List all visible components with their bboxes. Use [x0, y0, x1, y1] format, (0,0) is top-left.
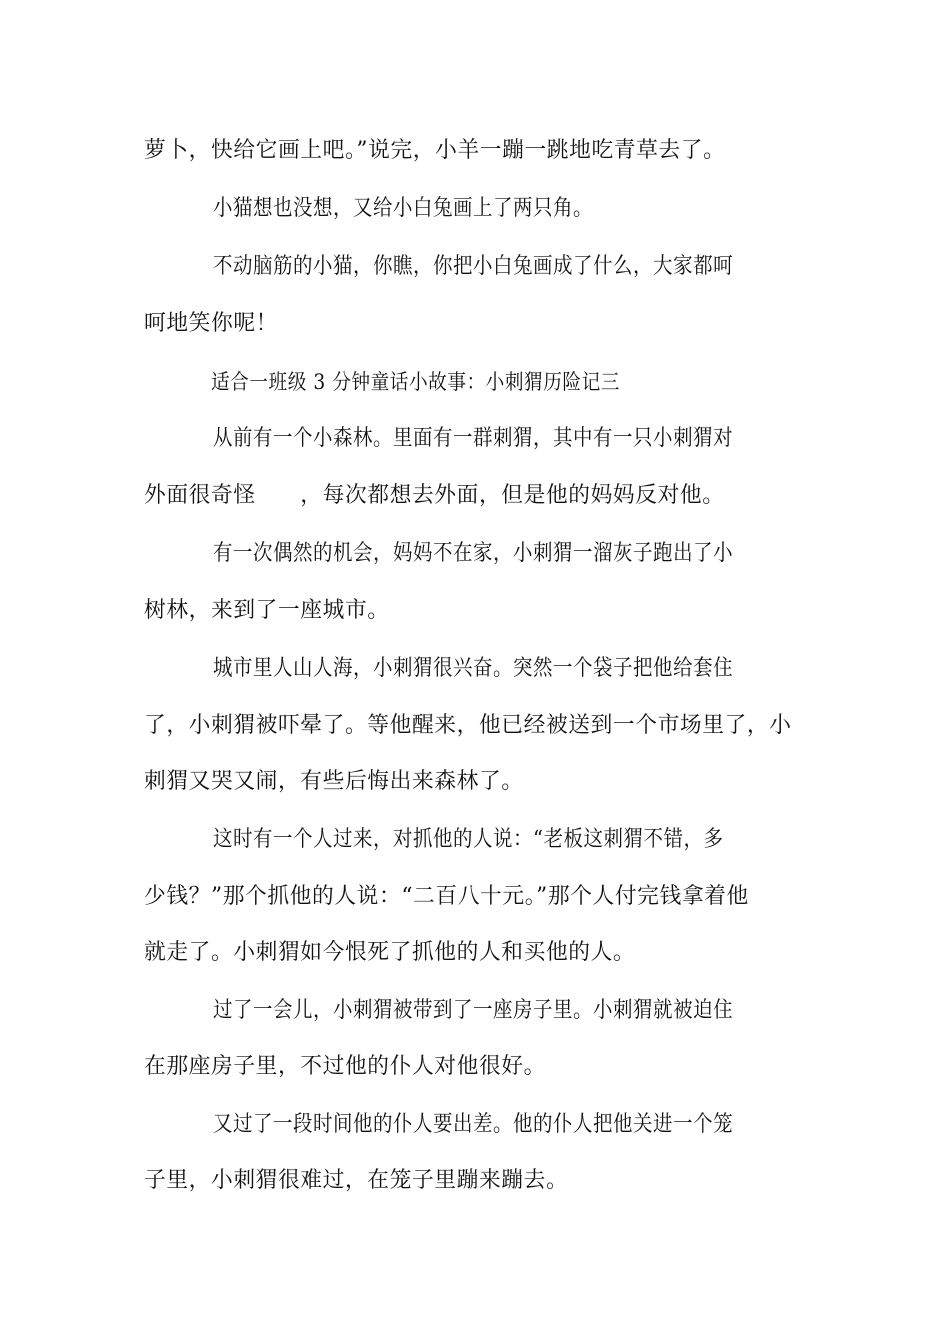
text-line-13: 这时有一个人过来，对抓他的人说：“老板这刺猬不错，多: [213, 827, 724, 852]
text-line-3: 不动脑筋的小猫，你瞧，你把小白兔画成了什么，大家都呵: [213, 254, 734, 279]
text-line-7: 外面很奇怪 ，每次都想去外面，但是他的妈妈反对他。: [144, 483, 725, 508]
text-line-19: 子里，小刺猬很难过，在笼子里蹦来蹦去。: [144, 1168, 569, 1193]
text-line-9: 树林，来到了一座城市。: [144, 598, 390, 623]
text-line-6: 从前有一个小森林。里面有一群刺猬，其中有一只小刺猬对: [213, 426, 734, 451]
text-line-18: 又过了一段时间他的仆人要出差。他的仆人把他关进一个笼: [213, 1112, 734, 1137]
text-line-2: 小猫想也没想，又给小白兔画上了两只角。: [213, 196, 594, 221]
text-line-16: 过了一会儿，小刺猬被带到了一座房子里。小刺猬就被迫住: [213, 998, 734, 1023]
text-line-8: 有一次偶然的机会，妈妈不在家，小刺猬一溜灰子跑出了小: [213, 541, 734, 566]
text-line-10: 城市里人山人海，小刺猬很兴奋。突然一个袋子把他给套住: [213, 656, 734, 681]
text-line-17: 在那座房子里，不过他的仆人对他很好。: [144, 1054, 546, 1079]
text-line-11: 了，小刺猬被吓晕了。等他醒来，他已经被送到一个市场里了，小: [144, 713, 792, 738]
text-line-14: 少钱？”那个抓他的人说：“二百八十元。”那个人付完钱拿着他: [144, 884, 749, 909]
text-line-4: 呵地笑你呢！: [144, 311, 278, 336]
text-line-1: 萝卜，快给它画上吧。”说完，小羊一蹦一跳地吃青草去了。: [144, 138, 726, 163]
text-line-12: 刺猬又哭又闹，有些后悔出来森林了。: [144, 769, 524, 794]
text-line-15: 就走了。小刺猬如今恨死了抓他的人和买他的人。: [144, 940, 636, 965]
story-title: 适合一班级 3 分钟童话小故事：小刺猬历险记三: [211, 370, 620, 394]
